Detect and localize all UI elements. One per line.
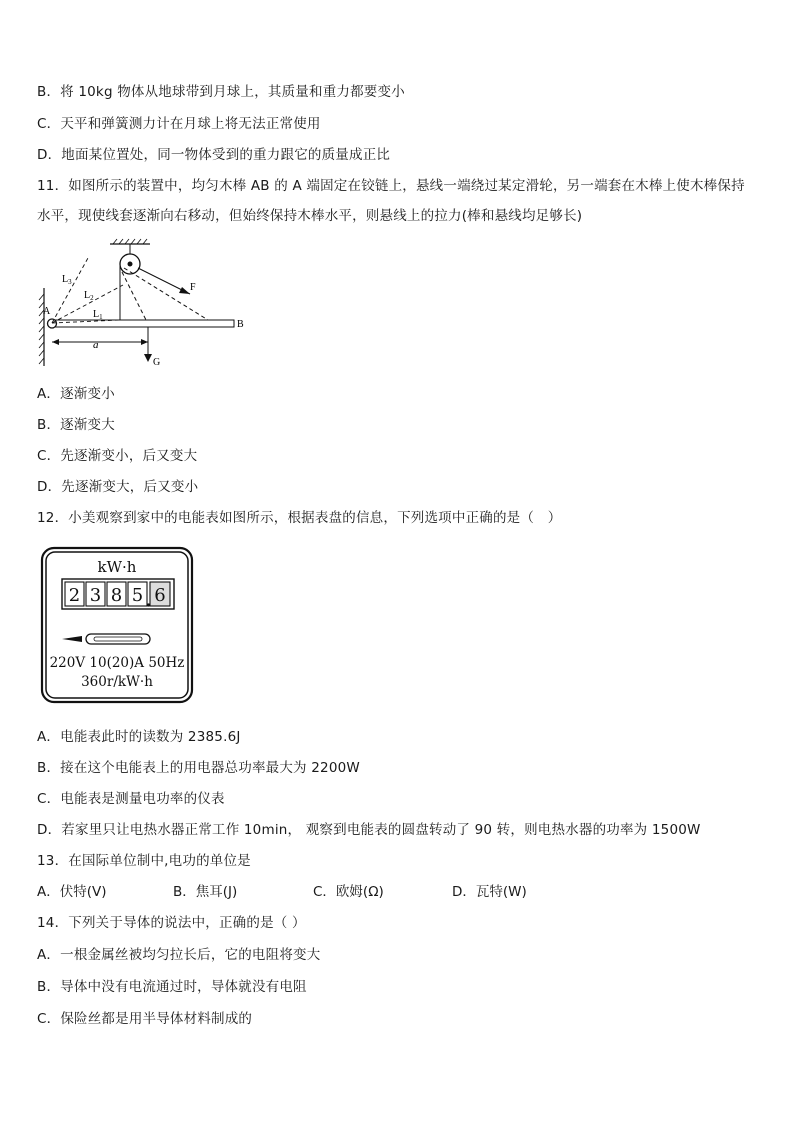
label-a: A [43,306,51,317]
q10-option-c: C．天平和弹簧测力计在月球上将无法正常使用 [37,116,321,132]
q13-stem: 13．在国际单位制中,电功的单位是 [37,853,251,869]
label-distance-a: a [93,339,99,351]
q14-stem: 14．下列关于导体的说法中，正确的是（ ） [37,915,306,931]
energy-meter-figure [40,546,194,704]
q11-option-b: B．逐渐变大 [37,417,115,433]
hinge-icon [48,319,57,328]
rod-ab [52,320,234,327]
meter-digit-decimal: 6 [154,585,166,606]
meter-digit: 8 [110,585,123,606]
q12-option-b: B．接在这个电能表上的用电器总功率最大为 2200W [37,760,360,776]
meter-spec-revolutions: 360r/kW·h [81,674,153,690]
label-l1: $L_1$ [93,309,103,321]
meter-digit-boxes [65,582,170,607]
meter-spec-rating: 220V 10(20)A 50Hz [49,655,185,671]
q13-option-c: C．欧姆(Ω) [313,884,384,900]
q11-option-d: D．先逐渐变大，后又变小 [37,479,199,495]
meter-unit-label: kW·h [97,558,137,576]
q11-option-a: A．逐渐变小 [37,386,115,402]
label-f: F [190,282,196,293]
lever-pulley-figure [38,238,248,373]
label-l3: $L_3$ [62,274,72,286]
q14-option-b: B．导体中没有电流通过时，导体就没有电阻 [37,979,307,995]
meter-digit: 3 [89,585,102,606]
q13-option-a: A．伏特(V) [37,884,107,900]
q12-option-d: D．若家里只让电热水器正常工作 10min， 观察到电能表的圆盘转动了 90 转，则电热水器的功率为 1500W [37,822,701,838]
label-g: G [153,357,161,368]
q13-options [37,883,755,901]
q10-option-d: D．地面某位置处，同一物体受到的重力跟它的质量成正比 [37,147,391,163]
q13-option-b: B．焦耳(J) [173,884,238,900]
q12-option-a: A．电能表此时的读数为 2385.6J [37,729,241,745]
q12-stem: 12．小美观察到家中的电能表如图所示，根据表盘的信息，下列选项中正确的是（ ） [37,510,562,526]
q11-option-c: C．先逐渐变小，后又变大 [37,448,198,464]
label-b: B [237,319,244,330]
meter-digit: 2 [68,585,81,606]
q11-stem: 11．如图所示的装置中，均匀木棒 AB 的 A 端固定在铰链上，悬线一端绕过某定滑轮，另一端套在木棒上使木棒保持水平，现使线套逐渐向右移动，但始终保持木棒水平，则悬线上的拉力(棒和悬线均足够长) [37,178,745,224]
q14-option-c: C．保险丝都是用半导体材料制成的 [37,1011,253,1027]
q14-option-a: A．一根金属丝被均匀拉长后，它的电阻将变大 [37,947,321,963]
q10-option-b: B．将 10kg 物体从地球带到月球上，其质量和重力都要变小 [37,84,405,100]
label-l2: $L_2$ [84,290,94,302]
q12-option-c: C．电能表是测量电功率的仪表 [37,791,225,807]
meter-digit: 5 [131,585,144,606]
q13-option-d: D．瓦特(W) [452,884,527,900]
